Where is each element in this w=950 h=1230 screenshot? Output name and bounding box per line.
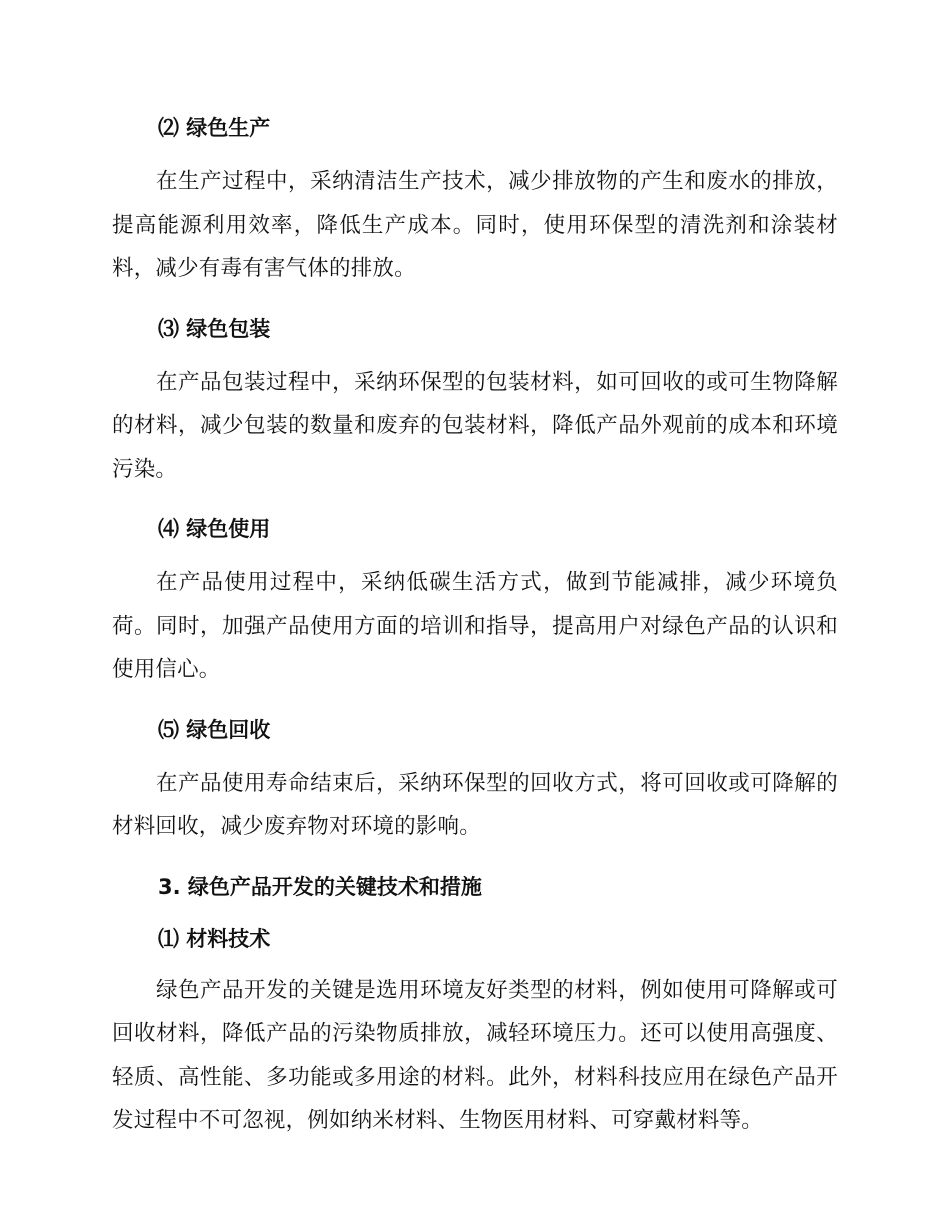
document-page [112, 108, 838, 1161]
section-heading-green-recycling: ⑸ 绿色回收 [158, 717, 271, 742]
paragraph-green-use: 在产品使用过程中，采纳低碳生活方式，做到节能减排，减少环境负荷。同时，加强产品使用方面的培训和指导，提高用户对绿色产品的认识和使用信心。 [112, 570, 838, 682]
paragraph-green-packaging: 在产品包装过程中，采纳环保型的包装材料，如可回收的或可生物降解的材料，减少包装的数量和废弃的包装材料，降低产品外观前的成本和环境污染。 [112, 369, 838, 482]
section-heading-green-use: ⑷ 绿色使用 [158, 517, 271, 541]
paragraph-green-recycling: 在产品使用寿命结束后，采纳环保型的回收方式，将可回收或可降解的材料回收，减少废弃物对环境的影响。 [112, 770, 838, 839]
section-heading-green-production: ⑵ 绿色生产 [158, 116, 271, 140]
subsection-heading-material-technology: ⑴ 材料技术 [158, 926, 271, 951]
paragraph-green-production: 在生产过程中，采纳清洁生产技术，减少排放物的产生和废水的排放，提高能源利用效率，降低生产成本。同时，使用环保型的清洗剂和涂装材料，减少有毒有害气体的排放。 [112, 169, 838, 281]
paragraph-material-technology: 绿色产品开发的关键是选用环境友好类型的材料，例如使用可降解或可回收材料，降低产品的污染物质排放，减轻环境压力。还可以使用高强度、轻质、高性能、多功能或多用途的材料。此外，材料科技应用在绿色产品开发过程中不可忽视，例如纳米材料、生物医用材料、可穿戴材料等。 [112, 977, 838, 1133]
section-heading-key-technologies: 3. 绿色产品开发的关键技术和措施 [158, 874, 482, 899]
section-heading-green-packaging: ⑶ 绿色包装 [158, 316, 271, 341]
